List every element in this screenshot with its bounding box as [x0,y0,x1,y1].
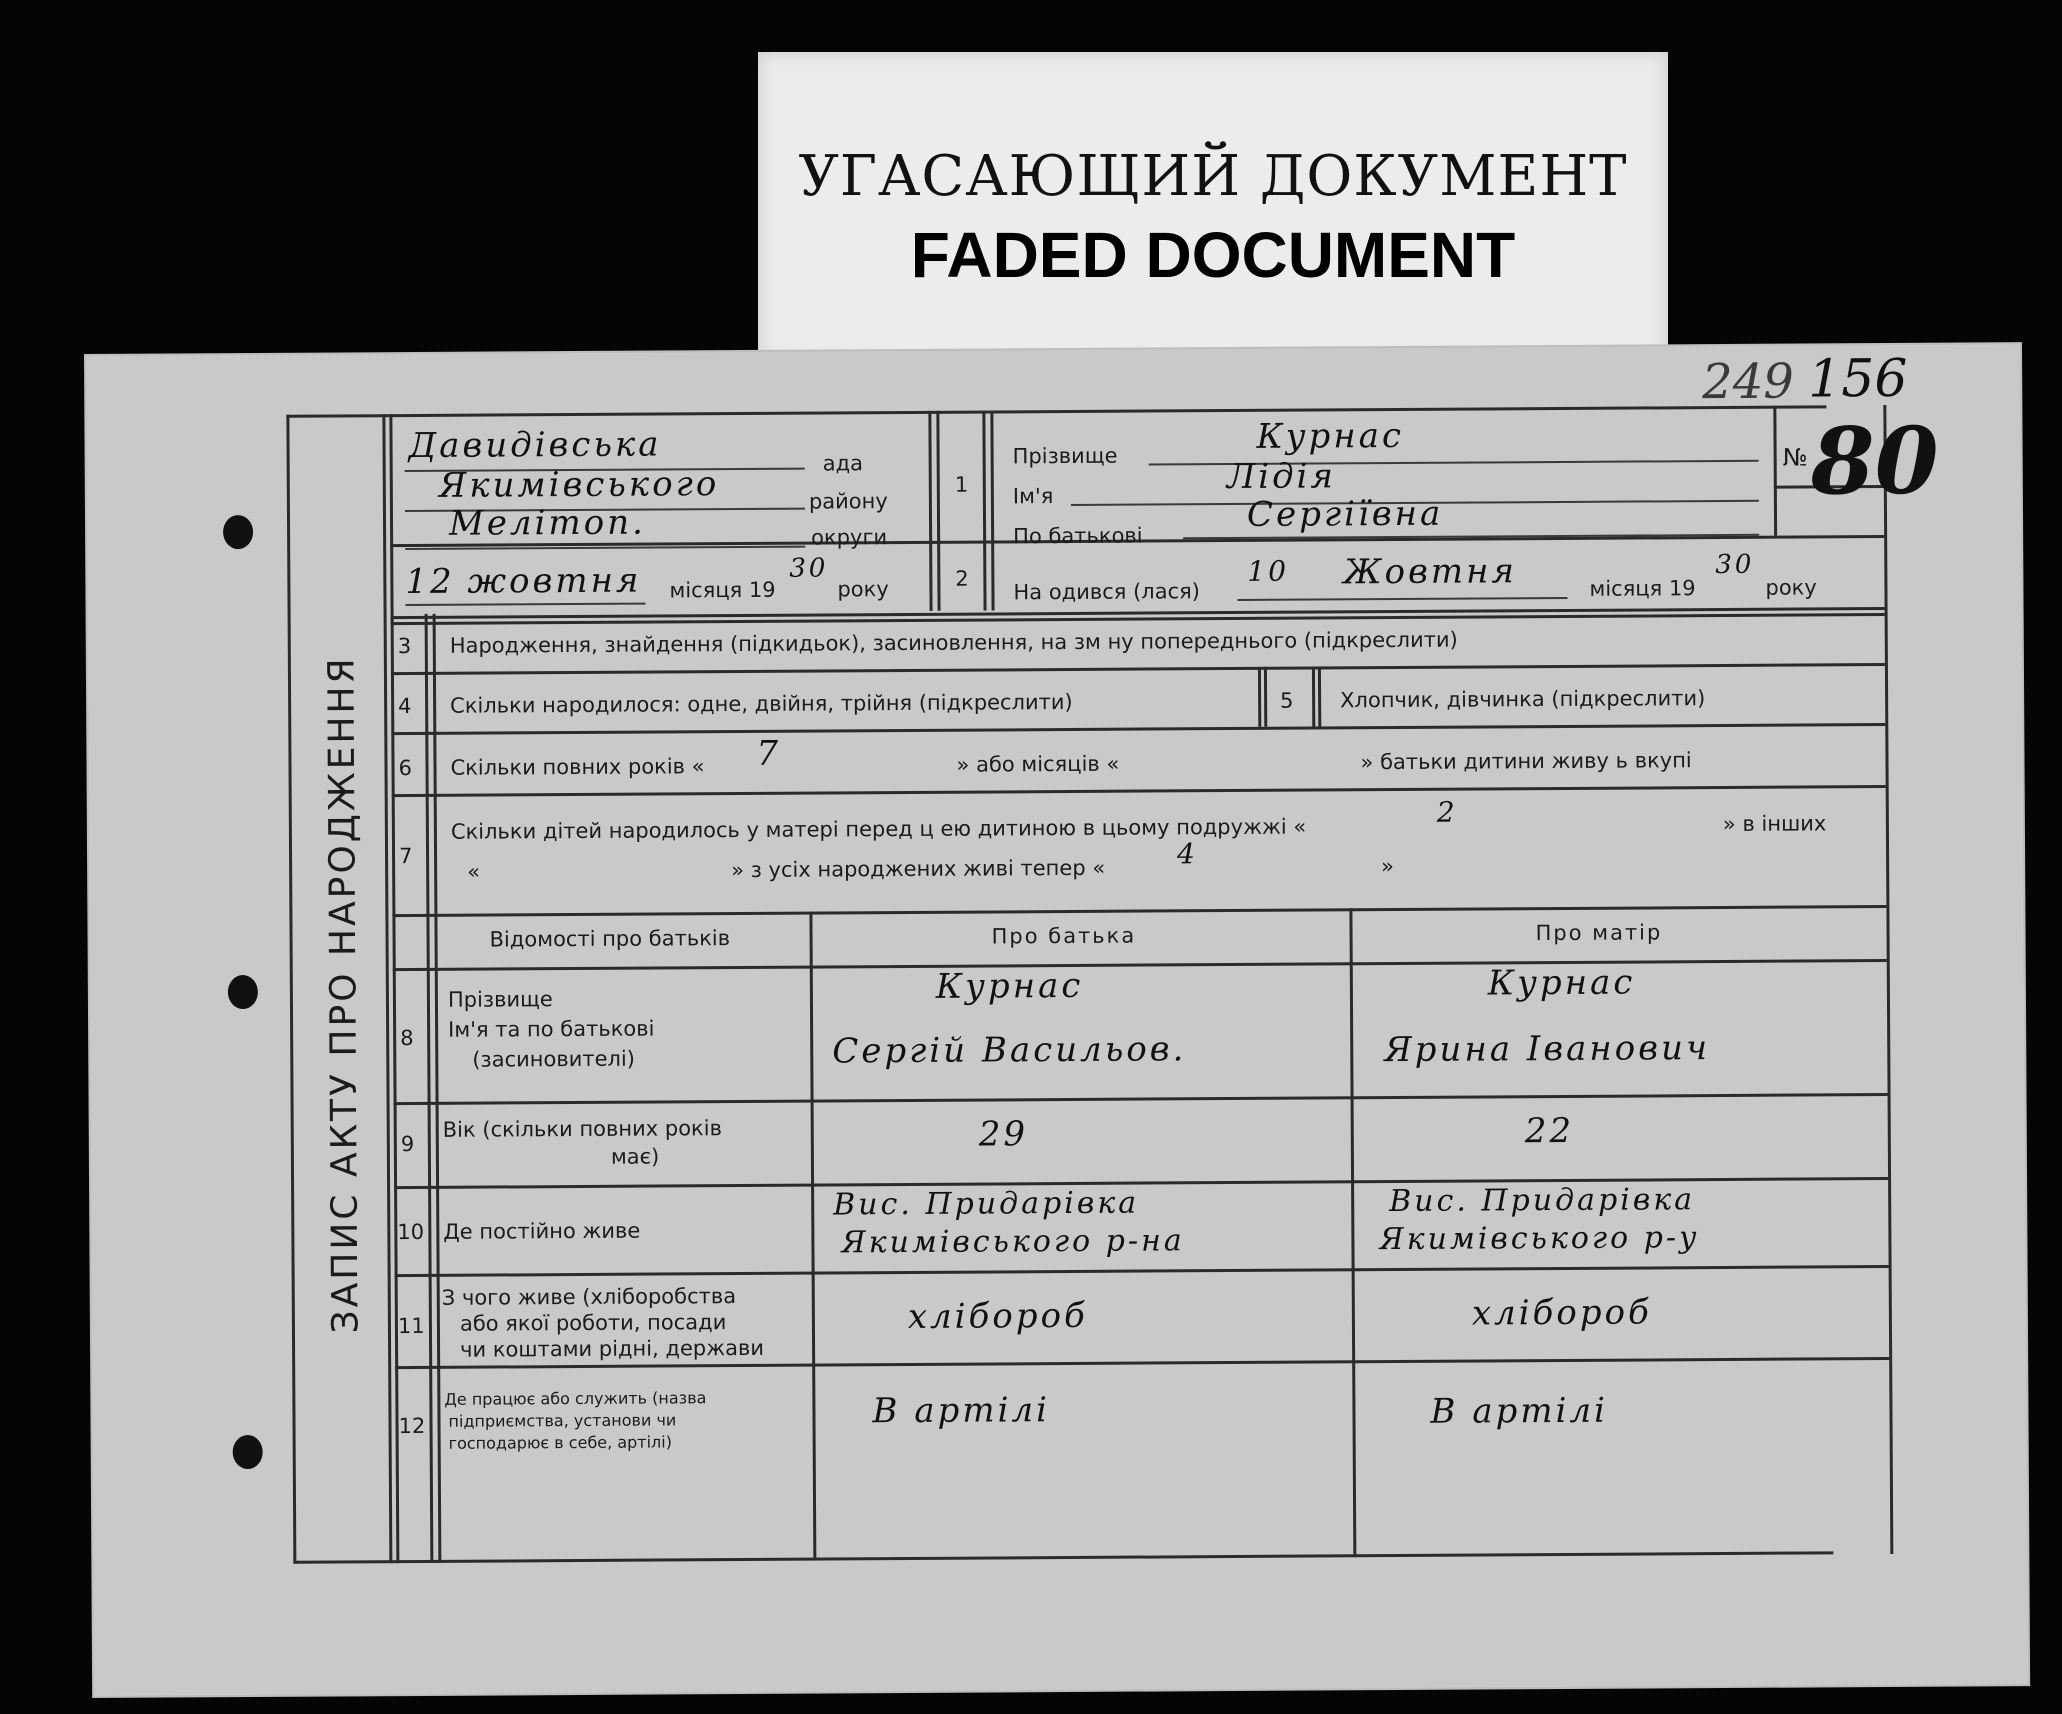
underline [1238,597,1568,601]
border-bottom [293,1551,1833,1563]
row9-label2: має) [610,1144,660,1169]
row-number: 8 [400,1026,414,1051]
row-num-divider [982,411,986,611]
raion-label: районy [808,489,888,514]
birth-record-card [86,344,2028,1696]
birth-month: Жовтня [1343,551,1518,593]
born-label: На одився (лася) [1013,579,1200,605]
father-residence-2: Якимівського р-на [841,1223,1185,1261]
mother-residence-2: Якимівського р-у [1379,1220,1700,1258]
row12-label3: господарює в себе, артілі) [448,1432,672,1453]
punch-hole [223,515,253,549]
row-number: 11 [397,1313,425,1339]
row10-label: Де постійно живе [443,1218,641,1244]
reg-month-label: місяця 19 [669,577,776,603]
num-col-line-2 [433,614,442,1563]
place-divider [928,411,932,611]
row-number: 6 [398,756,412,781]
patronymic-label: По батькові [1013,523,1143,549]
row8-label1: Прізвище [447,987,553,1012]
child-name: Лідія [1226,456,1337,498]
row5-divider-2 [1318,666,1321,726]
faded-document-label [758,52,1668,362]
header-bottom [393,959,1887,971]
row6-bottom [392,785,1886,797]
row-number: 5 [1280,688,1294,713]
row11-label1: З чого живе (хліборобства [441,1284,737,1310]
reg-year: 30 [789,553,829,584]
row7-line1-a: Скільки дітей народилось у матері перед ц ею дитиною в цьому подружжі « [450,814,1307,844]
reg-year-label: року [837,577,889,602]
record-no-box-left [1773,406,1777,536]
father-residence-1: Вис. Придарівка [833,1185,1140,1223]
father-occupation: хлібороб [907,1295,1088,1337]
row4-divider [1258,667,1261,727]
row7-line1-b: » в інших [1722,811,1827,837]
record-no-label: № [1782,443,1808,472]
row-num-divider-2 [990,410,994,610]
header-info: Відомості про батьків [489,926,731,952]
birth-year-label: року [1765,575,1817,600]
row9-label1: Вік (скільки повних років [442,1116,722,1142]
row3-text: Народження, знайдення (підкидьок), засиновлення, на зм ну попереднього (підкреслити) [449,627,1458,658]
reg-month: жовтня [467,560,642,602]
row4-text: Скільки народилося: одне, двійня, трійня (підкреслити) [450,689,1073,718]
num-col-line [425,614,434,1563]
row-number: 1 [954,472,969,497]
row5-text: Хлопчик, дівчинка (підкреслити) [1340,686,1706,713]
row12-label2: підприємства, установи чи [448,1410,677,1431]
border-left [286,415,296,1564]
row-number: 4 [398,694,412,719]
row-number: 3 [397,634,412,659]
reg-day: 12 [405,561,455,603]
mother-workplace: В артілі [1430,1390,1609,1432]
col-mother-left [1349,908,1356,1557]
birth-month-label: місяця 19 [1589,576,1696,601]
father-name: Сергій Васильов. [832,1029,1187,1072]
okruha-value: Мелітоп. [448,502,647,544]
row-number: 9 [400,1132,415,1157]
row12-label1: Де працює або служить (назва [444,1388,707,1409]
border-top [286,405,1826,417]
sheet-number: 156 [1807,348,1908,410]
years-together: 7 [756,733,782,774]
border-right [1885,605,1894,1554]
row7-line2-b: » з усіх народжених живі тепер « [731,855,1106,883]
birth-year: 30 [1715,549,1755,581]
mother-occupation: хлібороб [1471,1292,1652,1334]
row-number: 12 [398,1413,426,1439]
row6-text-b: » або місяців « [956,751,1120,777]
archive-number: 249 [1702,353,1794,411]
label-russian: УГАСАЮЩИЙ ДОКУМЕНТ [798,144,1628,209]
father-surname: Курнас [935,965,1084,1007]
raion-value: Якимівського [438,464,720,506]
header-father: Про батька [991,923,1137,949]
row-number: 7 [398,844,413,869]
row10-bottom [395,1265,1889,1277]
col-father-left [809,912,816,1561]
place-divider-2 [936,411,940,611]
children-alive: 4 [1176,837,1198,871]
row7-bottom [392,905,1886,917]
punch-hole [228,975,258,1009]
surname-label: Прізвище [1012,443,1118,469]
children-in-marriage: 2 [1436,795,1458,829]
rada-label: ада [822,451,864,476]
row5-divider [1312,666,1315,726]
mother-name: Ярина Іванович [1384,1028,1711,1071]
underline [406,603,646,606]
row4-divider-2 [1264,667,1267,727]
record-number: 80 [1810,406,1940,516]
child-surname: Курнас [1256,415,1405,457]
child-patronymic: Сергіївна [1246,493,1444,535]
row11-label2: або якої роботи, посади [459,1310,727,1336]
mother-residence-1: Вис. Придарівка [1389,1182,1696,1220]
row6-text-a: Скільки повних років « [450,754,705,780]
father-workplace: В артілі [872,1390,1051,1432]
punch-hole [233,1435,263,1469]
row8-bottom [394,1093,1888,1105]
row8-label3: (засиновителі) [472,1046,636,1072]
row7-line2-a: « [467,859,481,884]
okruha-label: округи [811,525,888,550]
mother-surname: Курнас [1487,962,1636,1004]
side-title: ЗАПИС АКТУ ПРО НАРОДЖЕННЯ [321,655,367,1334]
row3-bottom [391,663,1885,675]
row7-line2-c: » [1381,854,1395,879]
rada-value: Давидівська [408,424,662,467]
mother-age: 22 [1524,1110,1575,1152]
birth-day: 10 [1247,554,1290,588]
row8-label2: Ім'я та по батькові [448,1016,655,1042]
father-age: 29 [978,1114,1029,1155]
label-english: FADED DOCUMENT [910,219,1516,291]
row-number: 2 [955,566,969,591]
row11-label3: чи коштами рідні, держави [460,1335,765,1362]
header-mother: Про матір [1535,920,1663,946]
row4-bottom [391,723,1885,735]
name-label: Ім'я [1012,484,1054,509]
row-number: 10 [397,1219,425,1245]
row6-text-c: » батьки дитини живу ь вкупі [1360,748,1692,775]
